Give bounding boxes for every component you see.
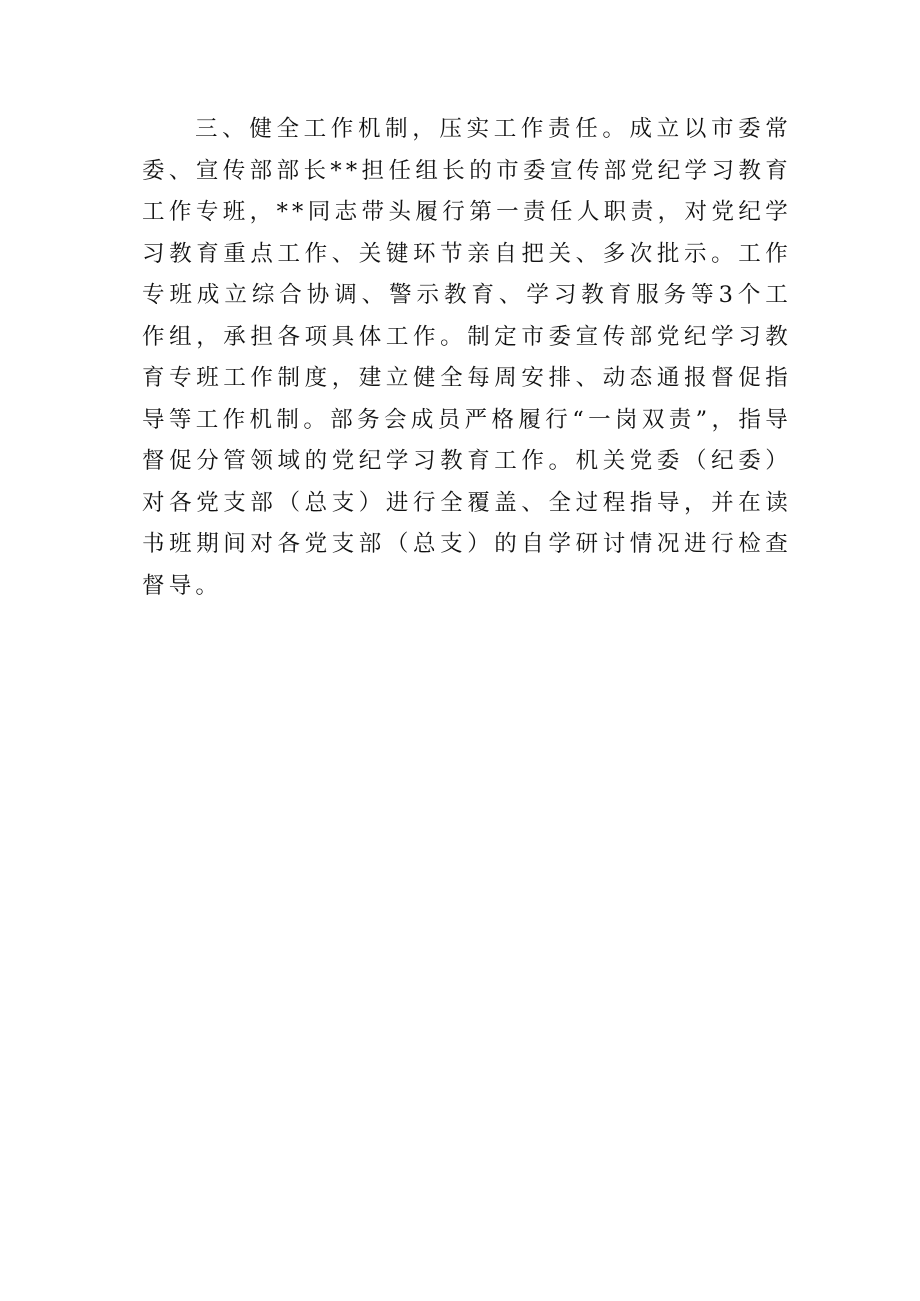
- body-paragraph: 三、健全工作机制，压实工作责任。成立以市委常委、宣传部部长**担任组长的市委宣传部党纪学习教育工作专班，**同志带头履行第一责任人职责，对党纪学习教育重点工作、关键环节亲自把关、多次批示。工作专班成立综合协调、警示教育、学习教育服务等3个工作组，承担各项具体工作。制定市委宣传部党纪学习教育专班工作制度，建立健全每周安排、动态通报督促指导等工作机制。部务会成员严格履行“一岗双责”，指导督促分管领域的党纪学习教育工作。机关党委（纪委）对各党支部（总支）进行全覆盖、全过程指导，并在读书班期间对各党支部（总支）的自学研讨情况进行检查督导。: [142, 116, 792, 599]
